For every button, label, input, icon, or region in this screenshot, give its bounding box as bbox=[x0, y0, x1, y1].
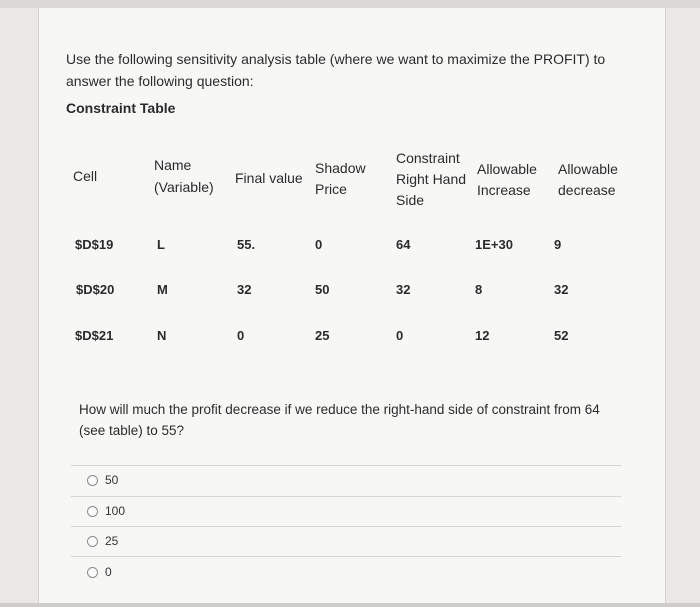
question-text: How will much the profit decrease if we reduce the right-hand side of constraint from 64 (see table) to 55? bbox=[79, 402, 600, 438]
row3-allowable-increase: 12 bbox=[475, 328, 490, 343]
row2-rhs: 32 bbox=[396, 282, 411, 297]
row3-name: N bbox=[157, 328, 167, 343]
intro-text: Use the following sensitivity analysis table (where we want to maximize the PROFIT) to answer the following question: bbox=[66, 51, 606, 89]
row2-cell: $D$20 bbox=[76, 282, 115, 297]
divider bbox=[71, 496, 621, 497]
row1-name: L bbox=[157, 237, 165, 252]
row1-rhs: 64 bbox=[396, 237, 411, 252]
answer-option[interactable] bbox=[87, 565, 112, 579]
row1-allowable-increase: 1E+30 bbox=[475, 237, 513, 252]
row3-cell: $D$21 bbox=[75, 328, 114, 343]
row2-allowable-increase: 8 bbox=[475, 282, 483, 297]
question-card bbox=[38, 8, 666, 603]
row1-allowable-decrease: 9 bbox=[554, 237, 562, 252]
header-constraint-line1: Constraint bbox=[396, 150, 460, 166]
option-label: 50 bbox=[105, 473, 119, 487]
header-name-line1: Name bbox=[154, 157, 192, 173]
header-shadow-line2: Price bbox=[315, 181, 347, 197]
header-constraint-line3: Side bbox=[396, 192, 425, 208]
row3-rhs: 0 bbox=[396, 328, 404, 343]
header-constraint-line2: Right Hand bbox=[396, 171, 467, 187]
row2-shadow-price: 50 bbox=[315, 282, 330, 297]
header-final-value: Final value bbox=[235, 170, 303, 186]
row3-shadow-price: 25 bbox=[315, 328, 330, 343]
divider bbox=[71, 556, 621, 557]
row2-name: M bbox=[157, 282, 168, 297]
header-allowable-increase-line2: Increase bbox=[477, 182, 531, 198]
row1-final-value: 55. bbox=[237, 237, 256, 252]
radio-button[interactable] bbox=[87, 475, 98, 486]
radio-button[interactable] bbox=[87, 506, 98, 517]
radio-button[interactable] bbox=[87, 536, 98, 547]
bottom-edge bbox=[0, 603, 700, 607]
answer-option[interactable] bbox=[87, 534, 118, 548]
row1-shadow-price: 0 bbox=[315, 237, 323, 252]
row2-allowable-decrease: 32 bbox=[554, 282, 569, 297]
row3-final-value: 0 bbox=[237, 328, 245, 343]
row2-final-value: 32 bbox=[237, 282, 252, 297]
row1-cell: $D$19 bbox=[75, 237, 114, 252]
option-label: 0 bbox=[105, 565, 112, 579]
table-title: Constraint Table bbox=[66, 100, 176, 116]
header-name-line2: (Variable) bbox=[154, 179, 214, 195]
header-allowable-decrease-line2: decrease bbox=[558, 182, 616, 198]
header-cell: Cell bbox=[73, 168, 98, 184]
header-allowable-decrease-line1: Allowable bbox=[558, 161, 618, 177]
top-edge bbox=[0, 0, 700, 8]
header-shadow-line1: Shadow bbox=[315, 160, 366, 176]
header-allowable-increase-line1: Allowable bbox=[477, 161, 537, 177]
answer-option[interactable] bbox=[87, 473, 118, 487]
option-label: 25 bbox=[105, 534, 119, 548]
row3-allowable-decrease: 52 bbox=[554, 328, 569, 343]
answer-option[interactable] bbox=[87, 504, 125, 518]
radio-button[interactable] bbox=[87, 567, 98, 578]
divider bbox=[71, 526, 621, 527]
divider bbox=[71, 465, 621, 466]
option-label: 100 bbox=[105, 504, 126, 518]
